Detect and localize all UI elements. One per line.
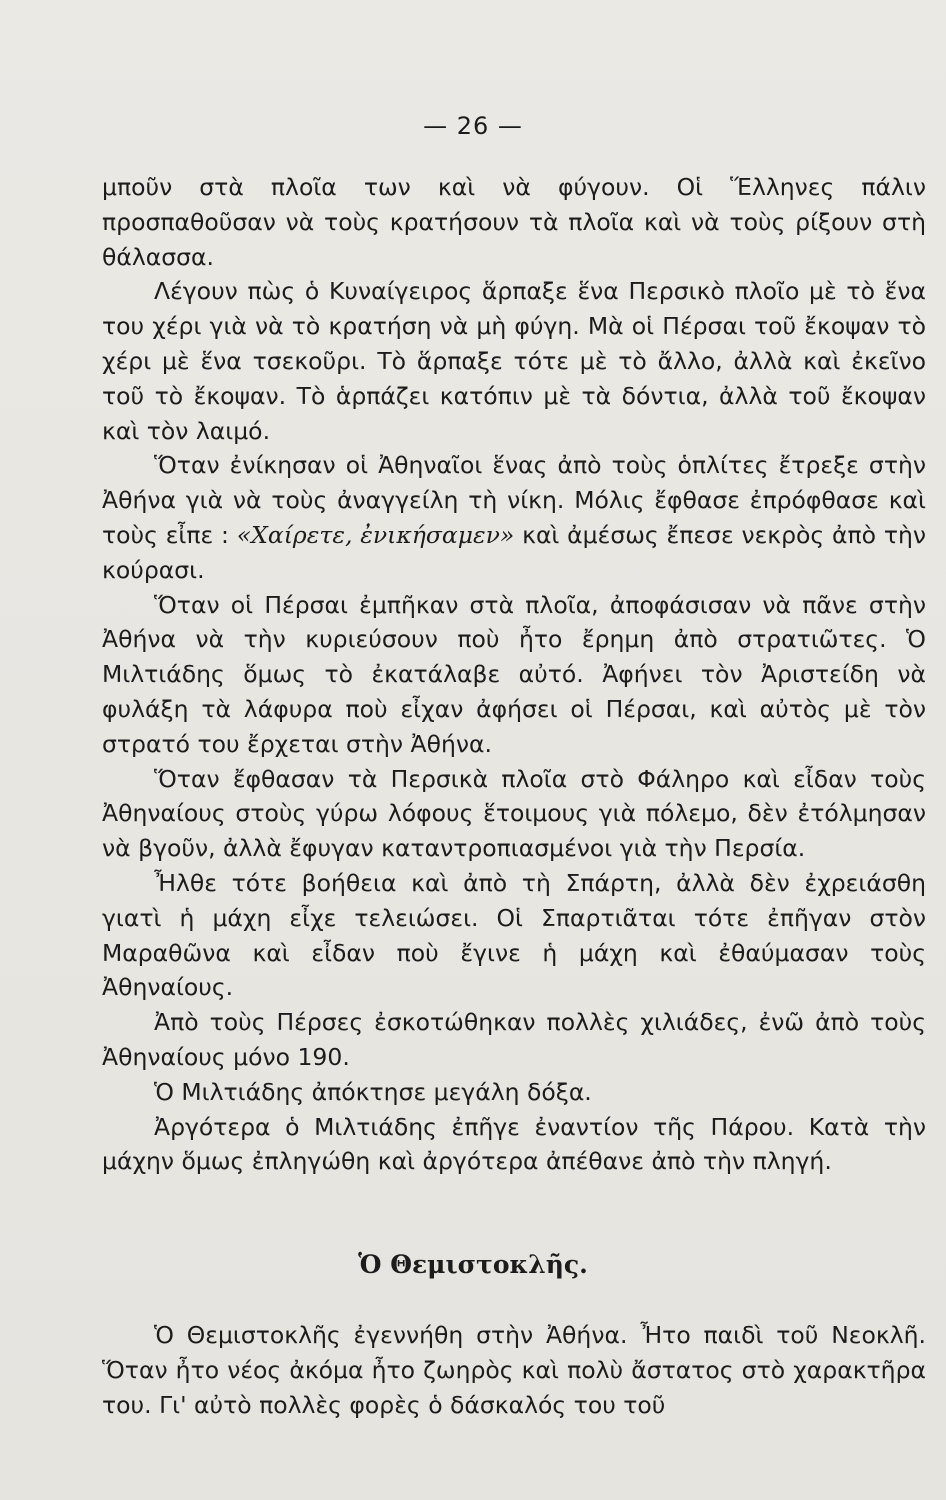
page-number: — 26 — (423, 112, 523, 140)
paragraph-9: Ἀργότερα ὁ Μιλτιάδης ἐπῆγε ἐναντίον τῆς Πάρου. Κατὰ τὴν μάχην ὅμως ἐπληγώθη καὶ ἀργότερα ἀπέθανε ἀπὸ τὴν πληγή. (102, 1112, 926, 1176)
paragraph-3-text-before: Ὅταν ἐνίκησαν οἱ Ἀθηναῖοι ἕνας ἀπὸ τοὺς ὁπλίτες ἔτρεξε στὴν Ἀθήνα γιὰ νὰ τοὺς ἀναγγείλη τὴ νίκη. Μόλις ἔφθασε ἐπρόφθασε καὶ τοὺς εἶπε : (102, 451, 926, 549)
paragraph-3 (102, 448, 926, 587)
paragraph-4: Ὅταν οἱ Πέρσαι ἐμπῆκαν στὰ πλοῖα, ἀποφάσισαν νὰ πᾶνε στὴν Ἀθήνα νὰ τὴν κυριεύσουν ποὺ ἦτο ἔρημη ἀπὸ στρατιῶτες. Ὁ Μιλτιάδης ὅμως τὸ ἐκατάλαβε αὐτό. Ἀφήνει τὸν Ἀριστείδη νὰ φυλάξη τὰ λάφυρα ποὺ εἶχαν ἀφήσει οἱ Πέρσαι, καὶ αὐτὸς μὲ τὸν στρατό του ἔρχεται στὴν Ἀθήνα. (102, 590, 926, 758)
section-heading: Ὁ Θεμιστοκλῆς. (358, 1250, 588, 1279)
paragraph-2: Λέγουν πὼς ὁ Κυναίγειρος ἅρπαξε ἕνα Περσικὸ πλοῖο μὲ τὸ ἕνα του χέρι γιὰ νὰ τὸ κρατήση νὰ μὴ φύγη. Μὰ οἱ Πέρσαι τοῦ ἔκοψαν τὸ χέρι μὲ ἕνα τσεκοῦρι. Τὸ ἅρπαξε τότε μὲ τὸ ἄλλο, ἀλλὰ καὶ ἐκεῖνο τοῦ τὸ ἔκοψαν. Τὸ ἁρπάζει κατόπιν μὲ τὰ δόντια, ἀλλὰ τοῦ ἔκοψαν καὶ τὸν λαιμό. (102, 277, 926, 445)
paragraph-5: Ὅταν ἔφθασαν τὰ Περσικὰ πλοῖα στὸ Φάληρο καὶ εἶδαν τοὺς Ἀθηναίους στοὺς γύρω λόφους ἕτοιμους γιὰ πόλεμο, δὲν ἐτόλμησαν νὰ βγοῦν, ἀλλὰ ἔφυγαν καταντροπιασμένοι γιὰ τὴν Περσία. (102, 764, 926, 863)
paragraph-1: μποῦν στὰ πλοῖα των καὶ νὰ φύγουν. Οἱ Ἕλληνες πάλιν προσπαθοῦσαν νὰ τοὺς κρατήσουν τὰ πλοῖα καὶ νὰ τοὺς ρίξουν στὴ θάλασσα. (102, 173, 926, 271)
paragraph-8: Ὁ Μιλτιάδης ἀπόκτησε μεγάλη δόξα. (154, 1077, 592, 1106)
body-text (102, 170, 926, 1179)
section-body-text (102, 1318, 926, 1422)
section-paragraph-1: Ὁ Θεμιστοκλῆς ἐγεννήθη στὴν Ἀθήνα. Ἦτο παιδὶ τοῦ Νεοκλῆ. Ὅταν ἦτο νέος ἀκόμα ἦτο ζωηρὸς καὶ πολὺ ἄστατος στὸ χαρακτῆρα του. Γι' αὐτὸ πολλὲς φορὲς ὁ δάσκαλός του τοῦ (102, 1321, 926, 1419)
paragraph-3-quote: «Χαίρετε, ἐνικήσαμεν» (236, 520, 515, 549)
paragraph-6: Ἦλθε τότε βοήθεια καὶ ἀπὸ τὴ Σπάρτη, ἀλλὰ δὲν ἐχρειάσθη γιατὶ ἡ μάχη εἶχε τελειώσει. Οἱ Σπαρτιᾶται τότε ἐπῆγαν στὸν Μαραθῶνα καὶ εἶδαν ποὺ ἔγινε ἡ μάχη καὶ ἐθαύμασαν τοὺς Ἀθηναίους. (102, 868, 926, 1002)
paragraph-3-text-after: καὶ ἀμέσως ἔπεσε νεκρὸς ἀπὸ τὴν κούρασι. (102, 520, 926, 584)
paragraph-7: Ἀπὸ τοὺς Πέρσες ἐσκοτώθηκαν πολλὲς χιλιάδες, ἐνῶ ἀπὸ τοὺς Ἀθηναίους μόνο 190. (102, 1008, 926, 1071)
